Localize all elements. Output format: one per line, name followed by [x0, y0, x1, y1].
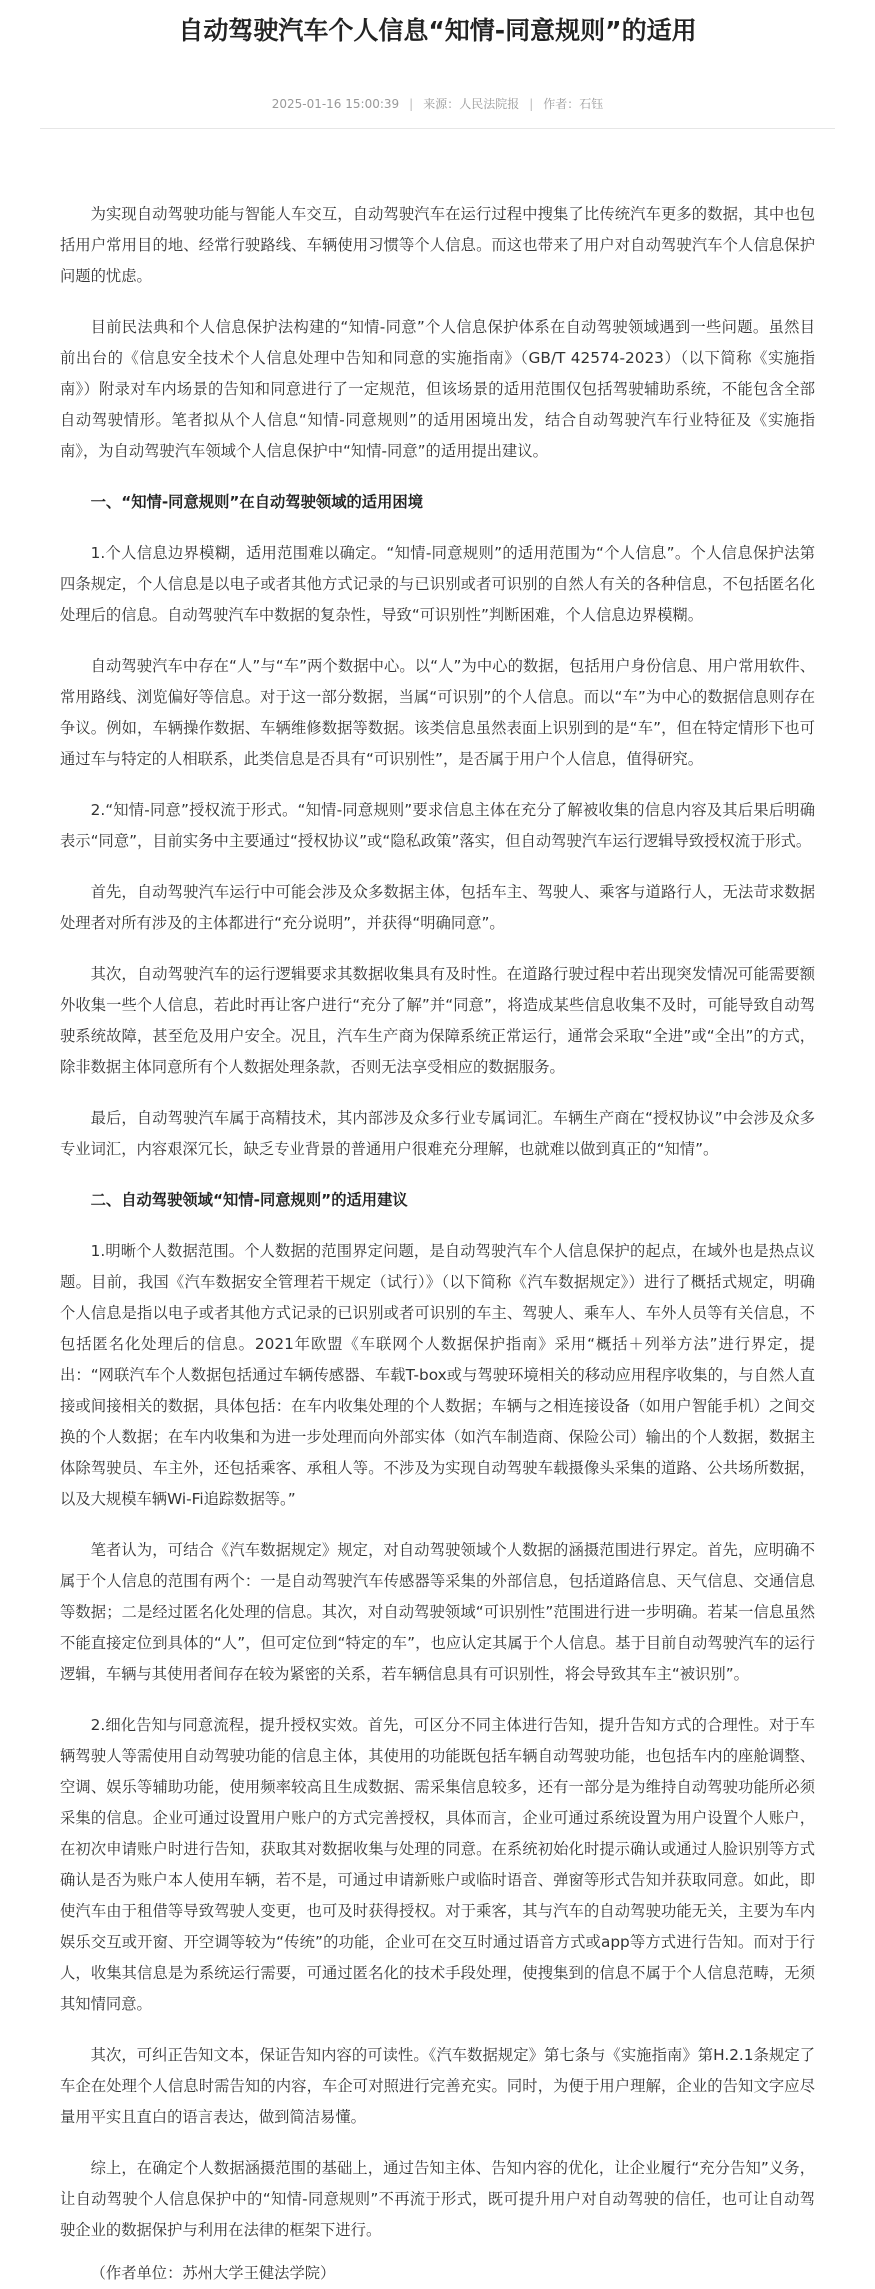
- author-affiliation: （作者单位：苏州大学王健法学院）: [90, 2264, 336, 2282]
- paragraph: 1.个人信息边界模糊，适用范围难以确定。“知情-同意规则”的适用范围为“个人信息”。个人信息保护法第四条规定，个人信息是以电子或者其他方式记录的与已识别或者可识别的自然人有关的各种信息，不包括匿名化处理后的信息。自动驾驶汽车中数据的复杂性，导致“可识别性”判断困难，个人信息边界模糊。: [60, 544, 815, 624]
- paragraph: 2.“知情-同意”授权流于形式。“知情-同意规则”要求信息主体在充分了解被收集的信息内容及其后果后明确表示“同意”，目前实务中主要通过“授权协议”或“隐私政策”落实，但自动驾驶汽车运行逻辑导致授权流于形式。: [60, 801, 815, 850]
- paragraph: 其次，可纠正告知文本，保证告知内容的可读性。《汽车数据规定》第七条与《实施指南》第H.2.1条规定了车企在处理个人信息时需告知的内容，车企可对照进行完善充实。同时，为便于用户理解，企业的告知文字应尽量用平实且直白的语言表达，做到简洁易懂。: [60, 2046, 815, 2126]
- article-body: [40, 129, 835, 2289]
- paragraph: 2.细化告知与同意流程，提升授权实效。首先，可区分不同主体进行告知，提升告知方式的合理性。对于车辆驾驶人等需使用自动驾驶功能的信息主体，其使用的功能既包括车辆自动驾驶功能，也包括车内的座舱调整、空调、娱乐等辅助功能，使用频率较高且生成数据、需采集信息较多，还有一部分是为维持自动驾驶功能所必须采集的信息。企业可通过设置用户账户的方式完善授权，具体而言，企业可通过系统设置为用户设置个人账户，在初次申请账户时进行告知，获取其对数据收集与处理的同意。在系统初始化时提示确认或通过人脸识别等方式确认是否为账户本人使用车辆，若不是，可通过申请新账户或临时语音、弹窗等形式告知并获取同意。如此，即使汽车由于租借等导致驾驶人变更，也可及时获得授权。对于乘客，其与汽车的自动驾驶功能无关，主要为车内娱乐交互或开窗、开空调等较为“传统”的功能，企业可在交互时通过语音方式或app等方式进行告知。而对于行人，收集其信息是为系统运行需要，可通过匿名化的技术手段处理，使搜集到的信息不属于个人信息范畴，无须其知情同意。: [60, 1716, 815, 2013]
- meta-separator: |: [529, 97, 534, 111]
- article-meta: [40, 94, 835, 114]
- paragraph: 综上，在确定个人数据涵摄范围的基础上，通过告知主体、告知内容的优化，让企业履行“充分告知”义务，让自动驾驶个人信息保护中的“知情-同意规则”不再流于形式，既可提升用户对自动驾驶的信任，也可让自动驾驶企业的数据保护与利用在法律的框架下进行。: [60, 2159, 815, 2239]
- publish-datetime: 2025-01-16 15:00:39: [271, 97, 400, 111]
- article-source: 来源：人民法院报: [423, 97, 520, 111]
- paragraph: 1.明晰个人数据范围。个人数据的范围界定问题，是自动驾驶汽车个人信息保护的起点，在域外也是热点议题。目前，我国《汽车数据安全管理若干规定（试行）》（以下简称《汽车数据规定》）进行了概括式规定，明确个人信息是指以电子或者其他方式记录的已识别或者可识别的车主、驾驶人、乘车人、车外人员等有关信息，不包括匿名化处理后的信息。2021年欧盟《车联网个人数据保护指南》采用“概括＋列举方法”进行界定，提出：“网联汽车个人数据包括通过车辆传感器、车载T-box或与驾驶环境相关的移动应用程序收集的，与自然人直接或间接相关的数据，具体包括：在车内收集处理的个人数据；车辆与之相连接设备（如用户智能手机）之间交换的个人数据；在车内收集和为进一步处理而向外部实体（如汽车制造商、保险公司）输出的个人数据，数据主体除驾驶员、车主外，还包括乘客、承租人等。不涉及为实现自动驾驶车载摄像头采集的道路、公共场所数据，以及大规模车辆Wi-Fi追踪数据等。”: [60, 1242, 815, 1508]
- article-title: 自动驾驶汽车个人信息“知情-同意规则”的适用: [178, 16, 697, 45]
- paragraph: 笔者认为，可结合《汽车数据规定》规定，对自动驾驶领域个人数据的涵摄范围进行界定。首先，应明确不属于个人信息的范围有两个：一是自动驾驶汽车传感器等采集的外部信息，包括道路信息、天气信息、交通信息等数据；二是经过匿名化处理的信息。其次，对自动驾驶领域“可识别性”范围进行进一步明确。若某一信息虽然不能直接定位到具体的“人”，但可定位到“特定的车”，也应认定其属于个人信息。基于目前自动驾驶汽车的运行逻辑，车辆与其使用者间存在较为紧密的关系，若车辆信息具有可识别性，将会导致其车主“被识别”。: [60, 1541, 815, 1683]
- meta-separator: |: [409, 97, 414, 111]
- paragraph: 最后，自动驾驶汽车属于高精技术，其内部涉及众多行业专属词汇。车辆生产商在“授权协议”中会涉及众多专业词汇，内容艰深冗长，缺乏专业背景的普通用户很难充分理解，也就难以做到真正的“知情”。: [60, 1109, 815, 1158]
- section-heading: 二、自动驾驶领域“知情-同意规则”的适用建议: [90, 1191, 408, 1209]
- paragraph: 自动驾驶汽车中存在“人”与“车”两个数据中心。以“人”为中心的数据，包括用户身份信息、用户常用软件、常用路线、浏览偏好等信息。对于这一部分数据，当属“可识别”的个人信息。而以“车”为中心的数据信息则存在争议。例如，车辆操作数据、车辆维修数据等数据。该类信息虽然表面上识别到的是“车”，但在特定情形下也可通过车与特定的人相联系，此类信息是否具有“可识别性”，是否属于用户个人信息，值得研究。: [60, 657, 815, 768]
- paragraph: 为实现自动驾驶功能与智能人车交互，自动驾驶汽车在运行过程中搜集了比传统汽车更多的数据，其中也包括用户常用目的地、经常行驶路线、车辆使用习惯等个人信息。而这也带来了用户对自动驾驶汽车个人信息保护问题的忧虑。: [60, 205, 815, 285]
- article-author: 作者：石钰: [543, 97, 604, 111]
- paragraph: 其次，自动驾驶汽车的运行逻辑要求其数据收集具有及时性。在道路行驶过程中若出现突发情况可能需要额外收集一些个人信息，若此时再让客户进行“充分了解”并“同意”，将造成某些信息收集不及时，可能导致自动驾驶系统故障，甚至危及用户安全。况且，汽车生产商为保障系统正常运行，通常会采取“全进”或“全出”的方式，除非数据主体同意所有个人数据处理条款，否则无法享受相应的数据服务。: [60, 965, 815, 1076]
- paragraph: 目前民法典和个人信息保护法构建的“知情-同意”个人信息保护体系在自动驾驶领域遇到一些问题。虽然目前出台的《信息安全技术个人信息处理中告知和同意的实施指南》（GB/T 42574-2023）（以下简称《实施指南》）附录对车内场景的告知和同意进行了一定规范，但该场景的适用范围仅包括驾驶辅助系统，不能包含全部自动驾驶情形。笔者拟从个人信息“知情-同意规则”的适用困境出发，结合自动驾驶汽车行业特征及《实施指南》，为自动驾驶汽车领域个人信息保护中“知情-同意”的适用提出建议。: [60, 318, 815, 460]
- section-heading: 一、“知情-同意规则”在自动驾驶领域的适用困境: [90, 493, 423, 511]
- paragraph: 首先，自动驾驶汽车运行中可能会涉及众多数据主体，包括车主、驾驶人、乘客与道路行人，无法苛求数据处理者对所有涉及的主体都进行“充分说明”，并获得“明确同意”。: [60, 883, 815, 932]
